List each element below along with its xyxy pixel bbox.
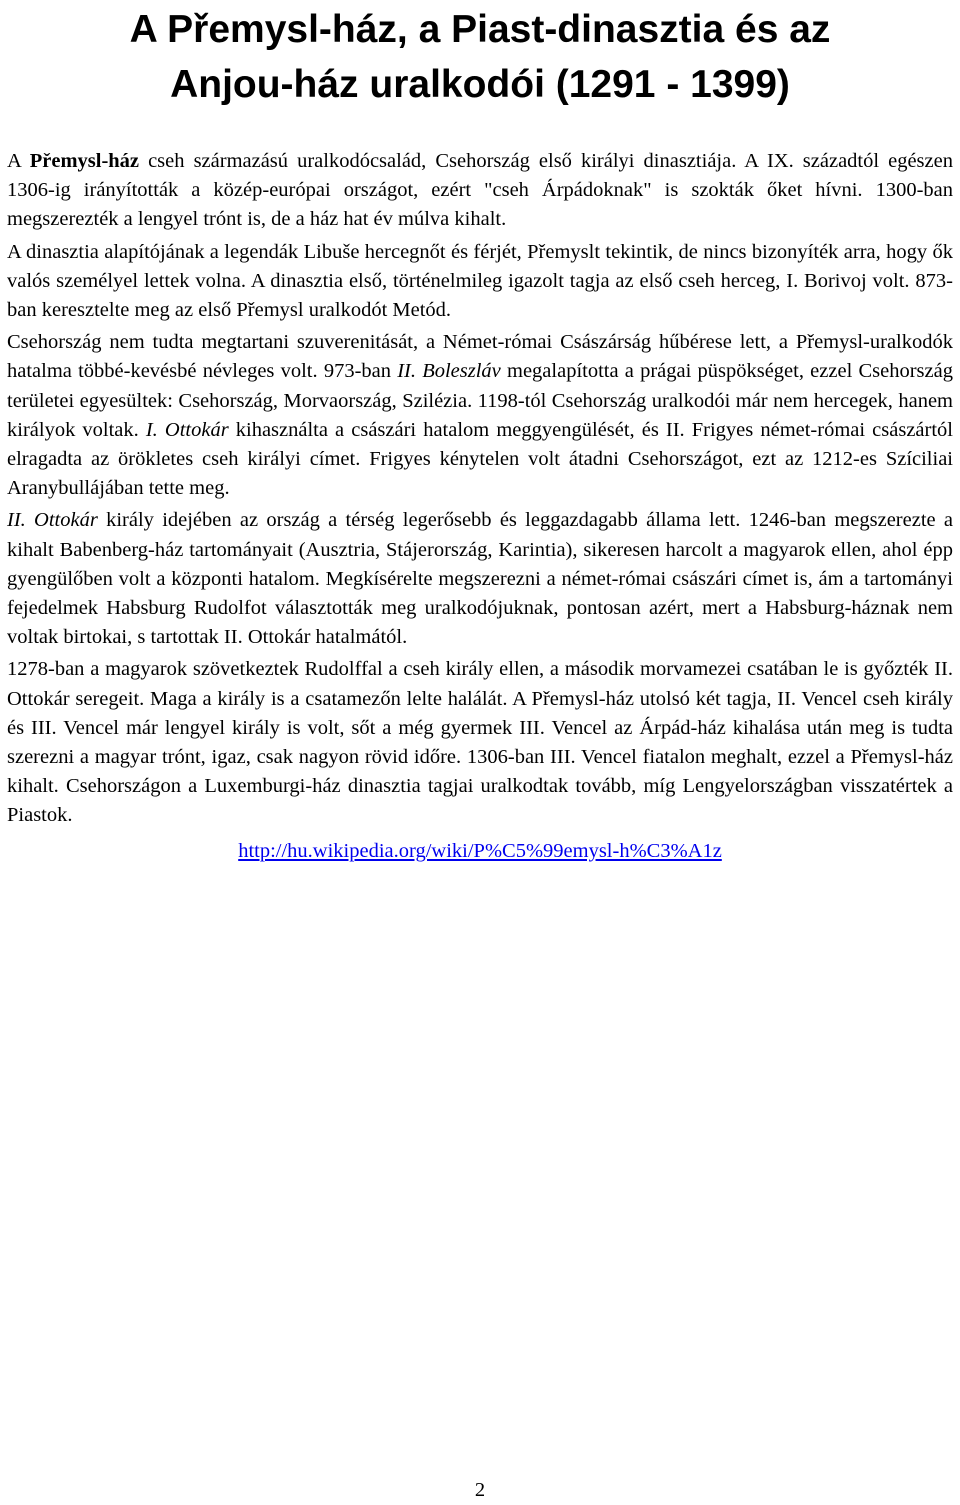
sovereignty-text-2: megalapította a prágai püspökséget, ezzel Csehország területei egyesültek: Csehország, Morvaország, Szilézia. 1198-tól Csehország uralkodói már nem hercegek, hanem királyok voltak. — [7, 360, 953, 441]
paragraph-sovereignty — [7, 328, 953, 503]
paragraph-intro — [7, 147, 953, 235]
page-title — [0, 2, 960, 112]
intro-lead: A — [7, 150, 30, 172]
title-line-1: A Přemysl-ház, a Piast-dinasztia és az — [129, 8, 831, 51]
source-link[interactable]: http://hu.wikipedia.org/wiki/P%C5%99emysl-h%C3%A1z — [238, 839, 722, 862]
sovereignty-text-3: kihasználta a császári hatalom meggyengülését, és II. Frigyes német-római császártól elragadta az örökletes cseh királyi címet. Frigyes kénytelen volt átadni Csehországot, ezt az 1212-es Szíciliai Aranybullájában tette meg. — [7, 418, 953, 500]
paragraph-extinction: 1278-ban a magyarok szövetkeztek Rudolffal a cseh király ellen, a második morvamezei csatában le is győzték II. Ottokár seregeit. Maga a király is a csatamezőn lelte halálát. A Přemysl-ház utolsó két tagja, II. Vencel cseh király és III. Vencel már lengyel király is volt, sőt a még gyermek III. Vencel az Árpád-ház kihalása után meg is tudta szerezni a magyar trónt, igaz, csak nagyon rövid időre. 1306-ban III. Vencel fiatalon meghalt, ezzel a Přemysl-ház kihalt. Csehországon a Luxemburgi-ház dinasztia tagjai uralkodtak tovább, míg Lengyelországban visszatértek a Piastok. — [7, 658, 953, 827]
article-body — [7, 147, 953, 866]
sovereignty-text-1: Csehország nem tudta megtartani szuverenitását, a Német-római Császárság hűbérese lett, a Přemysl-uralkodók hatalma többé-kevésbé névleges volt. 973-ban — [7, 331, 953, 383]
intro-bold-term: Přemysl-ház — [29, 150, 140, 172]
title-line-2: Anjou-ház uralkodói (1291 - 1399) — [170, 63, 790, 106]
ottokar-italic-name: II. Ottokár — [7, 509, 98, 532]
intro-text: cseh származású uralkodócsalád, Csehország első királyi dinasztiája. A IX. századtól egészen 1306-ig irányították a közép-európai országot, ezért "cseh Árpádoknak" is szokták őket hívni. 1300-ban megszerezték a lengyel trónt is, de a ház hat év múlva kihalt. — [7, 150, 953, 231]
paragraph-founders: A dinasztia alapítójának a legendák Libuše hercegnőt és férjét, Přemyslt tekintik, de nincs bizonyíték arra, hogy ők valós személyel lettek volna. A dinasztia első, történelmileg igazolt tagja az első cseh herceg, I. Borivoj volt. 873-ban keresztelte meg az első Přemysl uralkodót Metód. — [7, 240, 953, 322]
paragraph-ottokar — [7, 506, 953, 652]
sovereignty-italic-boleslav: II. Boleszláv — [397, 360, 501, 383]
ottokar-text: király idejében az ország a térség legerősebb és leggazdagabb állama lett. 1246-ban megszerezte a kihalt Babenberg-ház tartományait (Ausztria, Stájerország, Karintia), sikeresen harcolt a magyarok ellen, ahol épp gyengülőben volt a központi hatalom. Megkísérelte megszerezni a német-római császári címet is, ám a tartományi fejedelmek Habsburg Rudolfot választották meg uralkodójuknak, pontosan azért, mert a Habsburg-háznak nem voltak birtokai, s tartottak II. Ottokár hatalmától. — [7, 509, 953, 649]
source-link-row — [7, 837, 953, 866]
page-number: 2 — [474, 1479, 486, 1501]
sovereignty-italic-ottokar: I. Ottokár — [145, 418, 229, 441]
